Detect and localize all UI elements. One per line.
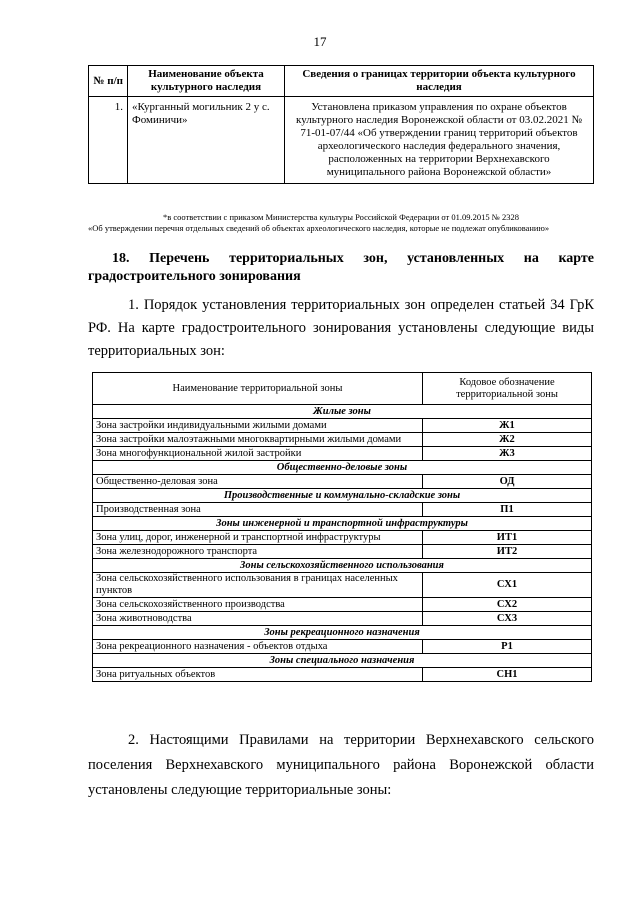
zone-name: Зона животноводства xyxy=(93,612,423,626)
zone-code: СХ1 xyxy=(423,573,592,598)
col-header-zone-code: Кодовое обозначение территориальной зоны xyxy=(423,373,592,405)
zone-name: Зона улиц, дорог, инженерной и транспортной инфраструктуры xyxy=(93,531,423,545)
zone-code: Р1 xyxy=(423,640,592,654)
table-row xyxy=(93,598,592,612)
zone-category-row xyxy=(93,654,592,668)
object-name: «Курганный могильник 2 у с. Фоминичи» xyxy=(128,97,285,184)
table-row xyxy=(93,612,592,626)
zone-code: СХ2 xyxy=(423,598,592,612)
col-header-zone-name: Наименование территориальной зоны xyxy=(93,373,423,405)
zone-code: Ж2 xyxy=(423,433,592,447)
table-row xyxy=(93,640,592,654)
footnote xyxy=(88,212,594,234)
zone-name: Зона рекреационного назначения - объектов отдыха xyxy=(93,640,423,654)
table-row xyxy=(93,573,592,598)
zone-category-row xyxy=(93,559,592,573)
paragraph-2-text: 2. Настоящими Правилами на территории Верхнехавского сельского поселения Верхнехавского муниципального района Воронежской области установлены следующие территориальные зоны: xyxy=(88,732,594,798)
zone-category-label: Зоны инженерной и транспортной инфраструктуры xyxy=(93,517,592,531)
zone-category-row xyxy=(93,489,592,503)
table-row xyxy=(93,447,592,461)
paragraph-1 xyxy=(88,294,594,363)
zone-category-row xyxy=(93,626,592,640)
zone-category-label: Жилые зоны xyxy=(93,405,592,419)
zone-name: Зона железнодорожного транспорта xyxy=(93,545,423,559)
zone-name: Зона многофункциональной жилой застройки xyxy=(93,447,423,461)
zone-category-row xyxy=(93,405,592,419)
table-row xyxy=(93,419,592,433)
table-header-row xyxy=(93,373,592,405)
boundary-info: Установлена приказом управления по охране объектов культурного наследия Воронежской области от 03.02.2021 № 71-01-07/44 «Об утверждении границ территорий объектов археологического наследия федерального значения, расположенных на территории Верхнехавского муниципального района Воронежской области» xyxy=(285,97,594,184)
table-row xyxy=(93,531,592,545)
paragraph-2 xyxy=(88,728,594,803)
table-row xyxy=(93,433,592,447)
paragraph-1-text: 1. Порядок установления территориальных зон определен статьей 34 ГрК РФ. На карте градостроительного зонирования установлены следующие виды территориальных зон: xyxy=(88,297,594,359)
zone-code: СХ3 xyxy=(423,612,592,626)
zone-category-label: Производственные и коммунально-складские зоны xyxy=(93,489,592,503)
zone-name: Зона сельскохозяйственного производства xyxy=(93,598,423,612)
zone-category-label: Общественно-деловые зоны xyxy=(93,461,592,475)
zone-category-label: Зоны специального назначения xyxy=(93,654,592,668)
table-row xyxy=(93,503,592,517)
zone-name: Зона сельскохозяйственного использования в границах населенных пунктов xyxy=(93,573,423,598)
zone-name: Производственная зона xyxy=(93,503,423,517)
zone-code: П1 xyxy=(423,503,592,517)
zone-name: Зона застройки малоэтажными многоквартирными жилыми домами xyxy=(93,433,423,447)
col-header-number: № п/п xyxy=(89,66,128,97)
section-title: 18. Перечень территориальных зон, установленных на карте градостроительного зонирования xyxy=(88,251,594,284)
zone-code: ИТ2 xyxy=(423,545,592,559)
cultural-heritage-table xyxy=(88,65,594,184)
zone-code: Ж3 xyxy=(423,447,592,461)
row-number: 1. xyxy=(89,97,128,184)
table-row xyxy=(93,668,592,682)
zone-code: ИТ1 xyxy=(423,531,592,545)
table-row xyxy=(93,545,592,559)
zone-category-label: Зоны сельскохозяйственного использования xyxy=(93,559,592,573)
zone-code: Ж1 xyxy=(423,419,592,433)
table-header-row xyxy=(89,66,594,97)
zone-name: Зона застройки индивидуальными жилыми домами xyxy=(93,419,423,433)
col-header-object-name: Наименование объекта культурного наследия xyxy=(128,66,285,97)
page-number: 17 xyxy=(313,34,327,49)
zone-category-row xyxy=(93,517,592,531)
table-row xyxy=(93,475,592,489)
territorial-zones-table xyxy=(92,372,592,682)
zone-code: СН1 xyxy=(423,668,592,682)
zone-code: ОД xyxy=(423,475,592,489)
footnote-line-2: «Об утверждении перечня отдельных сведений об объектах археологического наследия, которые не подлежат опубликованию» xyxy=(88,223,550,233)
zone-name: Общественно-деловая зона xyxy=(93,475,423,489)
zone-category-row xyxy=(93,461,592,475)
zone-category-label: Зоны рекреационного назначения xyxy=(93,626,592,640)
footnote-line-1: *в соответствии с приказом Министерства культуры Российской Федерации от 01.09.2015 № 2328 xyxy=(163,212,519,222)
zone-name: Зона ритуальных объектов xyxy=(93,668,423,682)
table-row xyxy=(89,97,594,184)
col-header-boundary-info: Сведения о границах территории объекта культурного наследия xyxy=(285,66,594,97)
